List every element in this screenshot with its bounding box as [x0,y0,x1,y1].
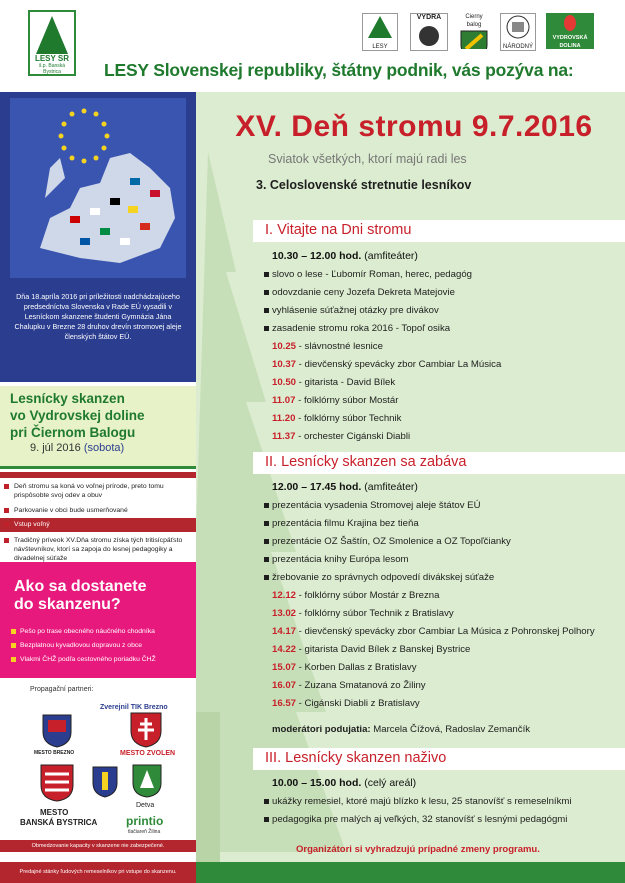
town-label: MESTO [40,808,69,817]
headline: LESY Slovenskej republiky, štátny podnik, vás pozýva na: [104,60,574,80]
town-label: Detva [136,802,155,809]
program-item: 11.07 - folklórny súbor Mostár [272,395,399,406]
event-title: XV. Deň stromu 9.7.2016 [235,110,593,143]
event-subtitle: Sviatok všetkých, ktorí majú radi les [268,152,467,166]
section-heading: I. Vitajte na Dni stromu [253,220,625,242]
printio-sub: tlačiareň Žilina [128,829,161,835]
program-bullet: odovzdanie ceny Jozefa Dekreta Matejovie [272,287,455,298]
skanzen-title: Lesnícky skanzen vo Vydrovskej doline pri Čiernom Balogu [10,391,145,440]
printio-logo: printio [126,814,164,828]
section-time: 10.30 – 12.00 hod. (amfiteáter) [272,250,418,262]
program-panel [196,92,625,883]
brezno-coat-of-arms-icon [42,714,72,748]
tree-icon [363,14,397,40]
bottom-note: Obmedzovanie kapacity v skanzene nie zabezpečené. [0,840,196,852]
detva-coat-of-arms-icon [132,764,162,798]
program-item: 13.02 - folklórny súbor Technik z Bratislavy [272,608,454,619]
section-heading: III. Lesnícky skanzen naživo [253,748,625,770]
section-time: 12.00 – 17.45 hod. (amfiteáter) [272,481,418,493]
moderators: moderátori podujatia: Marcela Čížová, Radoslav Zemančík [272,724,531,735]
town-label: BANSKÁ BYSTRICA [20,818,98,827]
leaf-icon [546,13,594,31]
partner-logo-lesy: LESY [362,13,398,51]
red-divider [0,472,196,478]
footer-bar [196,862,625,883]
meeting-title: 3. Celoslovenské stretnutie lesníkov [256,178,472,192]
program-bullet: ukážky remesiel, ktoré majú blízko k lesu, 25 stanovíšť s remeselníkmi [272,796,572,807]
otter-icon [411,22,447,48]
partner-logo-vydrovska-dolina: VYDROVSKÁ DOLINA [546,13,594,49]
banska-bystrica-coat-of-arms-icon [40,764,74,802]
partners-panel [0,678,196,848]
bottom-note: Predajné stánky ľudových remeselníkov pri vstupe do skanzenu. [0,862,196,883]
info-item: Parkovanie v obci bude usmerňované [14,506,184,515]
directions-panel [0,562,196,678]
program-bullet: prezentácia vysadenia Stromovej aleje štátov EÚ [272,500,481,511]
skanzen-date: 9. júl 2016 (sobota) [30,442,125,454]
program-item: 16.57 - Cigánski Diabli z Bratislavy [272,698,420,709]
program-bullet: vyhlásenie súťažnej otázky pre divákov [272,305,439,316]
directions-item: Vlakmi ČHŽ podľa cestovného poriadku ČHŽ [20,656,156,663]
coat-of-arms-icon [458,29,490,49]
info-item-highlight: Vstup voľný [14,521,50,528]
emblem-icon [501,14,535,40]
directions-item: Bezplatnou kyvadlovou dopravou z obce [20,642,143,649]
lesy-logo-name: LESY SR [34,54,70,63]
skanzen-title-box [0,386,196,469]
lesy-logo-sub: š.p. Banská Bystrica [38,63,66,75]
coat-of-arms-icon [92,766,118,798]
eu-panel-text: Dňa 18.apríla 2016 pri príležitosti nadchádzajúceho predsedníctva Slovenska v Rade EÚ vysadili v Lesníckom skanzene študenti Gymnázia Jána Chalupku v Brezne 28 druhov drevín stromovej aleje členských štátov EÚ. [14,292,182,341]
info-item: Deň stromu sa koná vo voľnej prírode, preto tomu prispôsobte svoj odev a obuv [14,482,184,500]
program-item: 15.07 - Korben Dallas z Bratislavy [272,662,417,673]
program-item: 14.17 - dievčenský spevácky zbor Cambiar La Música z Pohronskej Polhory [272,626,595,637]
left-column [0,92,196,883]
program-bullet: slovo o lese - Ľubomír Roman, herec, pedagóg [272,269,472,280]
town-label: MESTO BREZNO [34,750,75,756]
program-item: 16.07 - Zuzana Smatanová zo Žiliny [272,680,426,691]
lesy-sr-logo [28,10,76,76]
europe-map-icon [10,98,186,278]
program-bullet: pedagogika pre malých aj veľkých, 32 stanovíšť s lesnými pedagógmi [272,814,568,825]
program-item: 10.37 - dievčenský spevácky zbor Cambiar La Música [272,359,502,370]
program-item: 14.22 - gitarista David Bílek z Banskej Bystrice [272,644,471,655]
town-label: MESTO ZVOLEN [120,750,176,757]
tik-label: Zverejnil TIK Brezno [100,704,168,711]
directions-title: Ako sa dostanete do skanzenu? [14,578,147,613]
header [0,0,625,92]
program-bullet: žrebovanie zo správnych odpovedí divákskej súťaže [272,572,495,583]
section-heading: II. Lesnícky skanzen sa zabáva [253,452,625,474]
tree-icon [36,16,68,54]
partner-logo-narodny: NÁRODNÝ [500,13,536,51]
program-bullet: prezentácie OZ Šaštín, OZ Smolenice a OZ Topoľčianky [272,536,511,547]
organizers-note: Organizátori si vyhradzujú prípadné zmeny programu. [296,844,540,855]
program-item: 12.12 - folklórny súbor Mostár z Brezna [272,590,440,601]
zvolen-coat-of-arms-icon [130,712,162,748]
partners-label: Propagační partneri: [30,686,94,693]
program-bullet: prezentácia knihy Európa lesom [272,554,409,565]
program-item: 10.25 - slávnostné lesnice [272,341,383,352]
partner-logo-cierny-balog: Čierny balog [458,13,490,49]
program-bullet: zasadenie stromu roka 2016 - Topoľ osika [272,323,451,334]
program-item: 11.37 - orchester Cigánski Diabli [272,431,411,442]
section-time: 10.00 – 15.00 hod. (celý areál) [272,777,417,789]
partner-logo-vydra: VYDRA [410,13,448,51]
eu-panel [0,92,196,382]
program-bullet: prezentácia filmu Krajina bez tieňa [272,518,419,529]
directions-item: Pešo po trase obecného náučného chodníka [20,628,155,635]
program-item: 11.20 - folklórny súbor Technik [272,413,402,424]
program-item: 10.50 - gitarista - David Bílek [272,377,396,388]
info-item: Tradičný príveok XV.Dňa stromu získa tých tritisícpäťsto návštevníkov, ktorí sa zapoja do lesnej pedagogiky a divadelnej súťaže [14,537,183,562]
